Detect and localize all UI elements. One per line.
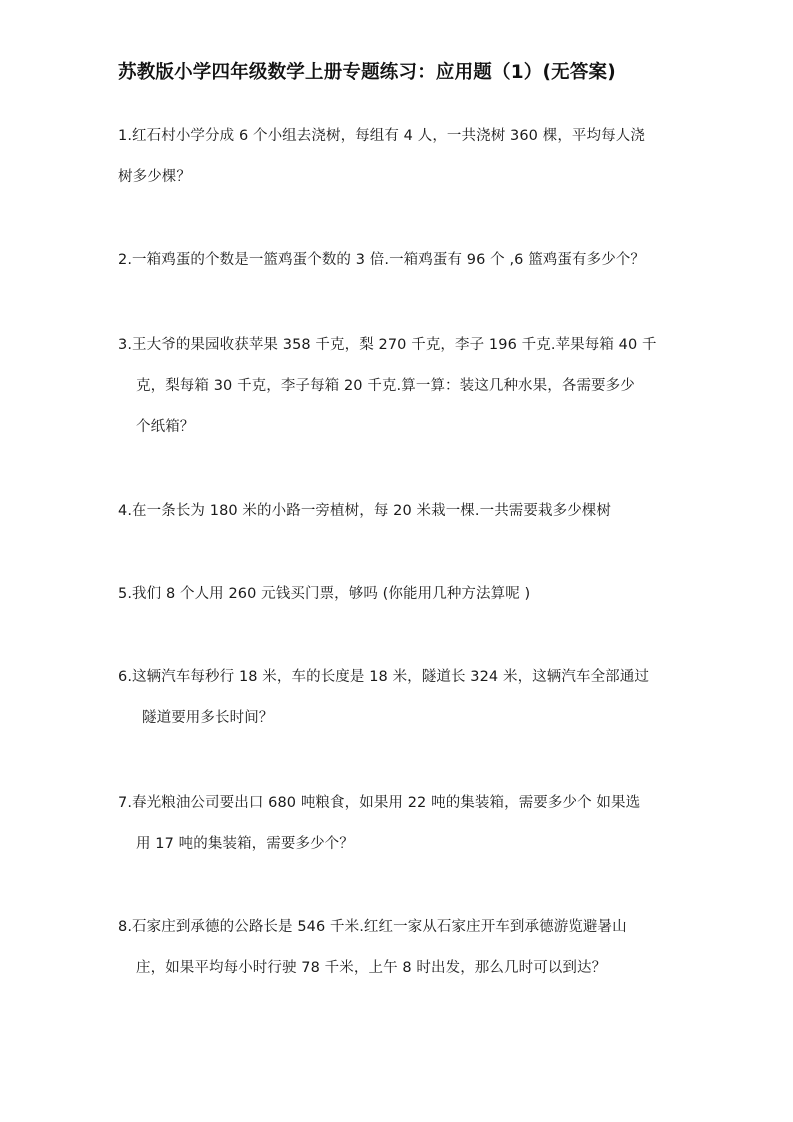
question-8-line-1: 8.石家庄到承德的公路长是 546 千米.红红一家从石家庄开车到承德游览避暑山 — [118, 919, 627, 935]
question-7-line-2: 用 17 吨的集装箱，需要多少个？ — [136, 836, 354, 852]
question-2-line-1: 2.一箱鸡蛋的个数是一篮鸡蛋个数的 3 倍.一箱鸡蛋有 96 个 ,6 篮鸡蛋有多少个？ — [118, 252, 646, 268]
question-5-line-1: 5.我们 8 个人用 260 元钱买门票，够吗 (你能用几种方法算呢 ) — [118, 586, 531, 602]
question-7-line-1: 7.春光粮油公司要出口 680 吨粮食，如果用 22 吨的集装箱，需要多少个 如果选 — [118, 795, 641, 811]
question-1-line-1: 1.红石村小学分成 6 个小组去浇树，每组有 4 人，一共浇树 360 棵，平均每人浇 — [118, 128, 645, 144]
question-6-line-1: 6.这辆汽车每秒行 18 米，车的长度是 18 米，隧道长 324 米，这辆汽车全部通过 — [118, 669, 649, 685]
question-8-line-2: 庄，如果平均每小时行驶 78 千米，上午 8 时出发，那么几时可以到达？ — [136, 960, 607, 976]
question-3-line-3: 个纸箱？ — [136, 419, 195, 435]
question-3-line-1: 3.王大爷的果园收获苹果 358 千克，梨 270 千克，李子 196 千克.苹果每箱 40 千 — [118, 337, 657, 353]
question-3-line-2: 克，梨每箱 30 千克，李子每箱 20 千克.算一算：装这几种水果，各需要多少 — [136, 378, 635, 394]
question-4-line-1: 4.在一条长为 180 米的小路一旁植树，每 20 米栽一棵.一共需要栽多少棵树 — [118, 503, 612, 519]
document-title: 苏教版小学四年级数学上册专题练习：应用题（1）(无答案) — [118, 62, 616, 83]
question-1-line-2: 树多少棵？ — [118, 169, 191, 185]
question-6-line-2: 隧道要用多长时间？ — [142, 710, 274, 726]
